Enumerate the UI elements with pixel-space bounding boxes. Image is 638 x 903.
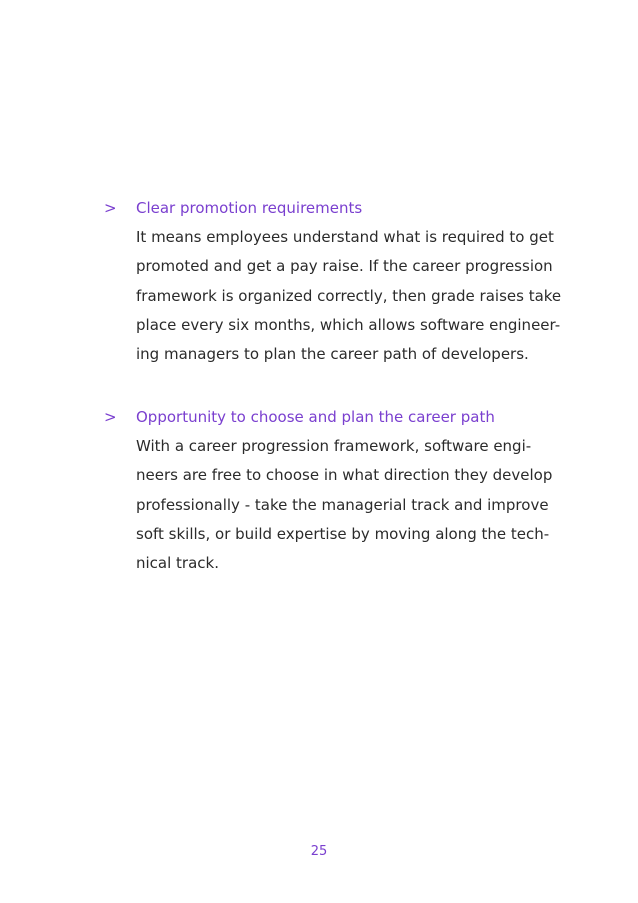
chevron-right-icon: > [104,408,117,426]
bullet-item-text [136,432,576,578]
text-line: ing managers to plan the career path of developers. [136,345,529,364]
text-line: promoted and get a pay raise. If the career progression [136,257,553,276]
text-line: framework is organized correctly, then grade raises take [136,286,562,305]
text-line: neers are free to choose in what direction they develop [136,466,553,485]
text-line: place every six months, which allows software engineer- [136,315,561,334]
bullet-item-title: Clear promotion requirements [136,199,363,217]
bullet-item-title: Opportunity to choose and plan the career path [136,408,495,426]
text-line: With a career progression framework, software engi- [136,437,532,455]
text-line: professionally - take the managerial track and improve [136,495,549,514]
bullet-item-text [136,223,576,369]
text-line: It means employees understand what is required to get [136,228,554,246]
text-line: nical track. [136,554,219,573]
chevron-right-icon: > [104,199,117,217]
bullet-item-body [136,198,576,369]
bullet-item-body [136,407,576,578]
page-number: 25 [310,844,328,859]
text-line: soft skills, or build expertise by moving along the tech- [136,524,550,543]
